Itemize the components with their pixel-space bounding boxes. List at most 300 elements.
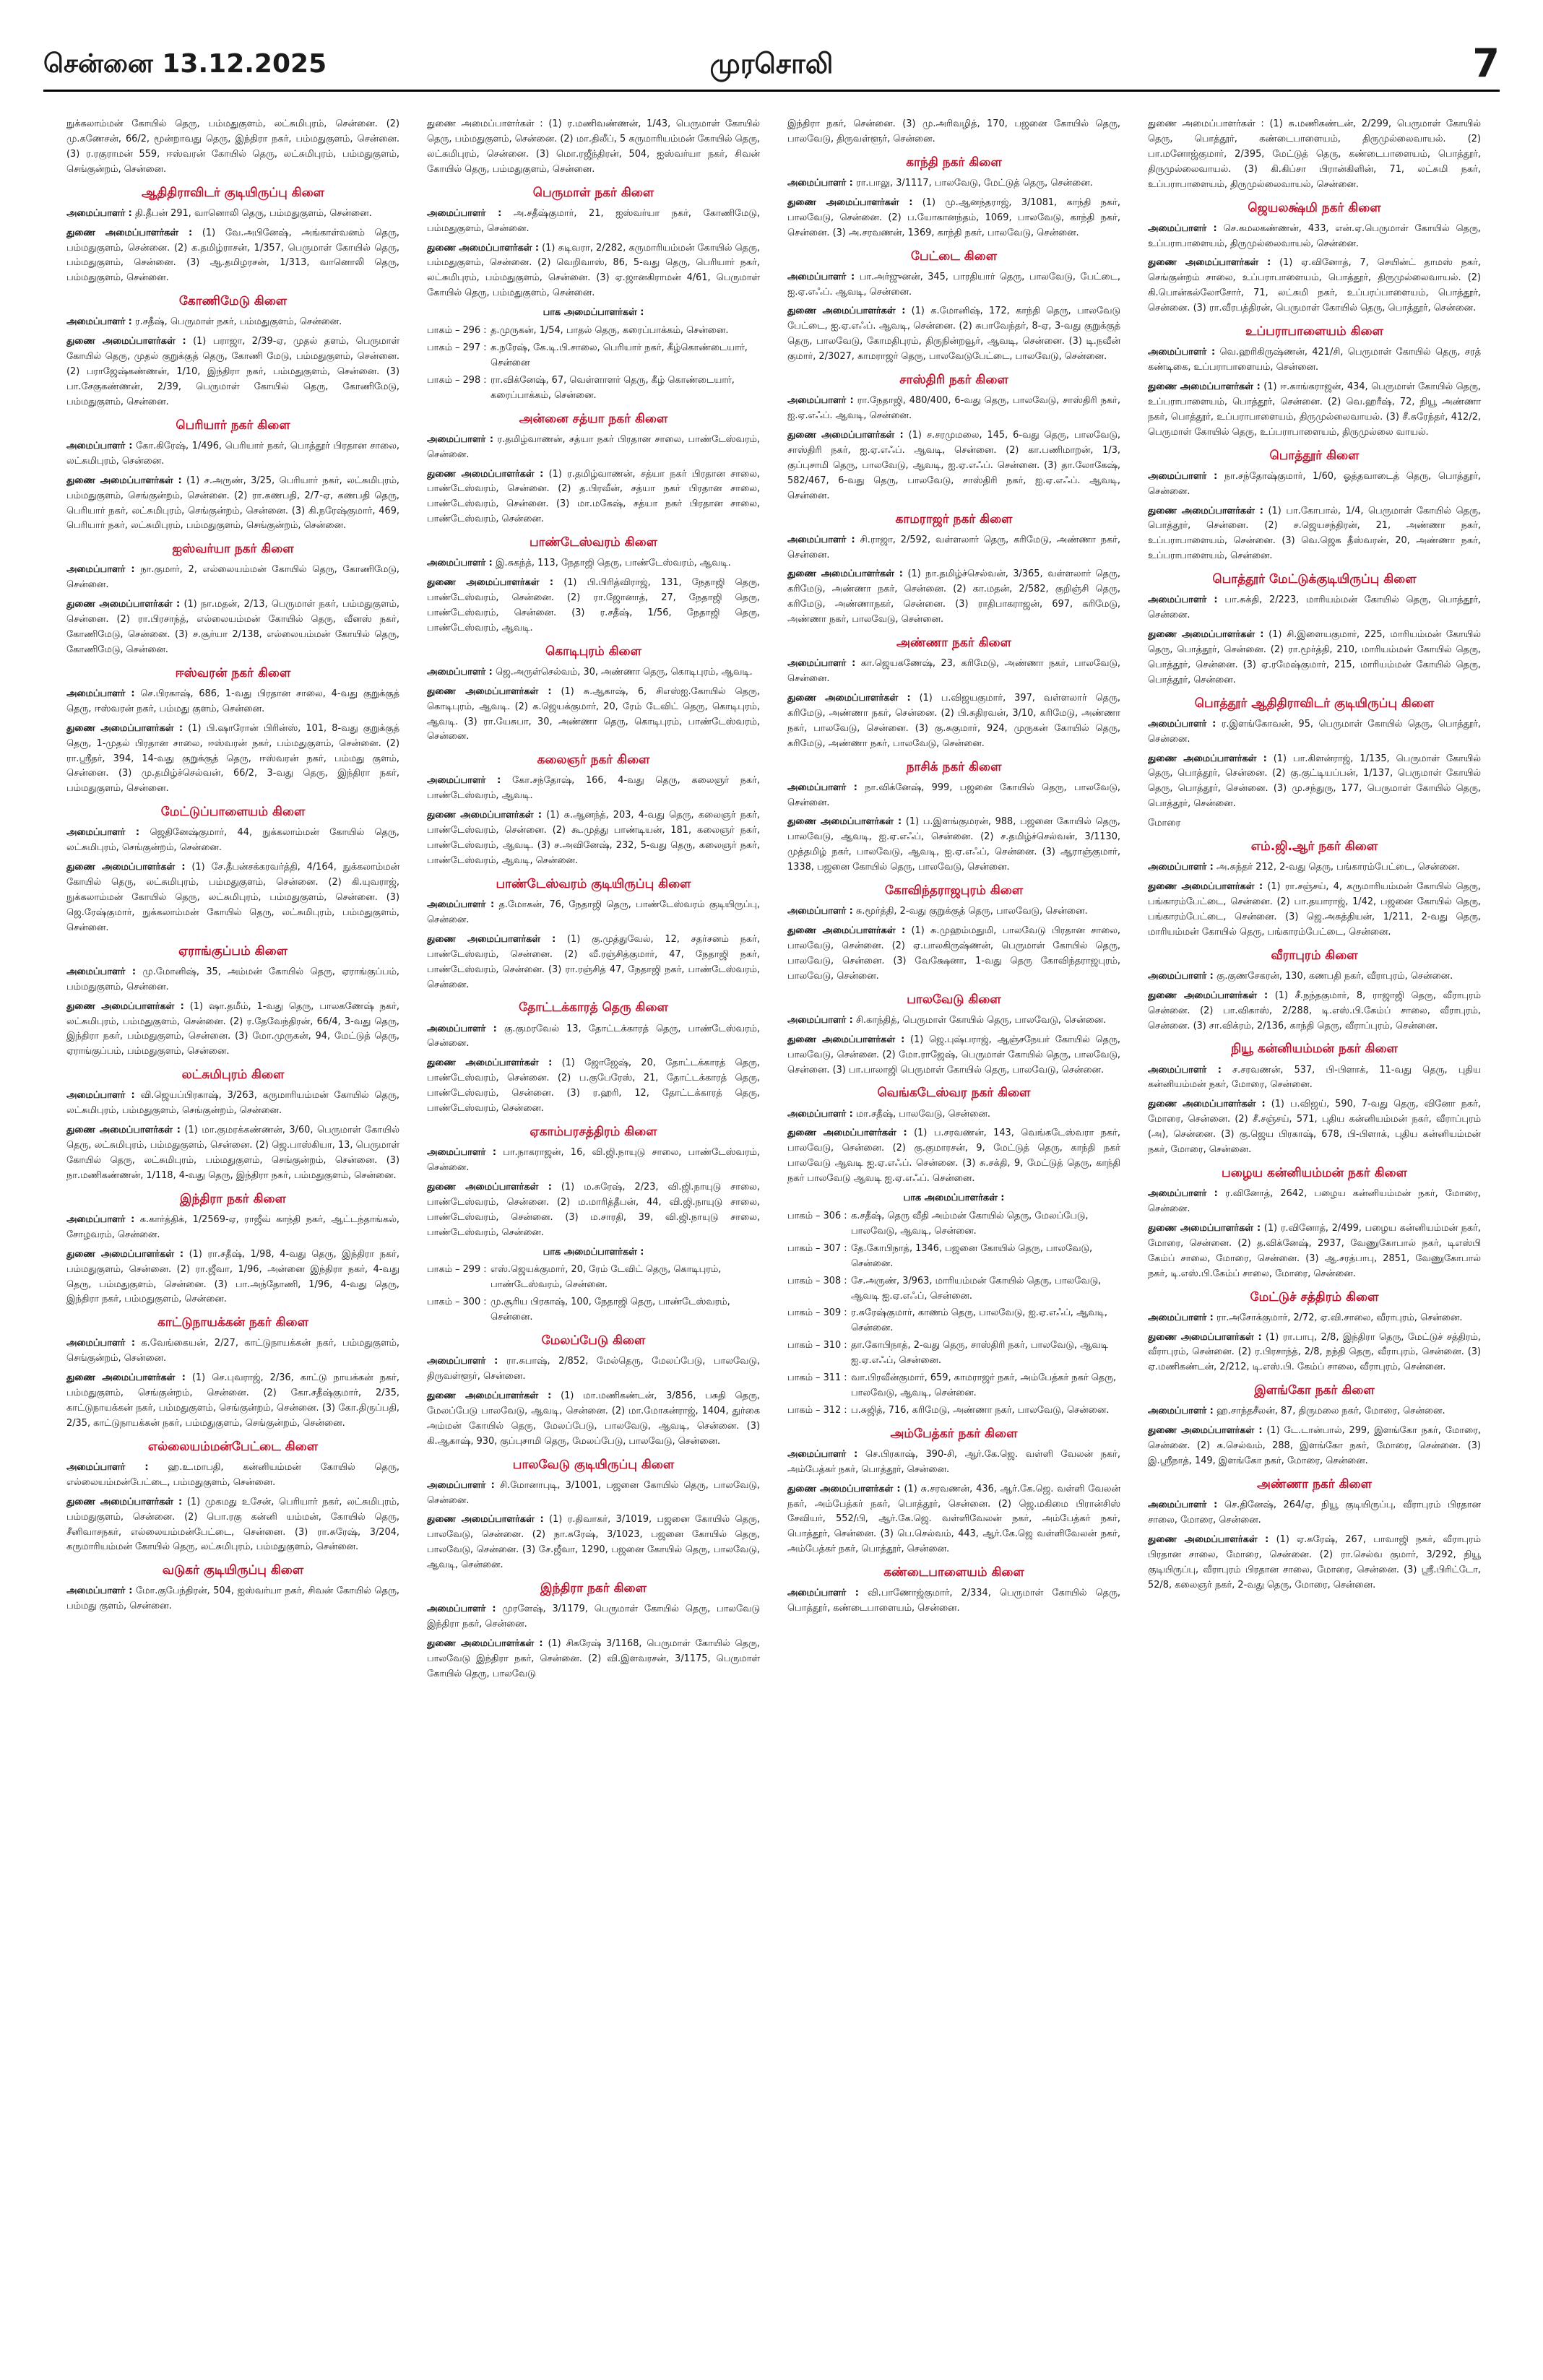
organizer-text: ஜெதினேஷ்குமார், 44, நுக்கலாம்மன் கோயில் தெரு, லட்சுமிபுரம், செங்குன்றம், சென்னை. <box>66 827 399 854</box>
organizer-text: சி.காந்தித், பெருமாள் கோயில் தெரு, பாலவேடு, சென்னை. <box>855 1014 1107 1026</box>
organizer-entry <box>427 433 760 463</box>
branch-section <box>787 511 1120 628</box>
branch-section <box>1148 1165 1481 1282</box>
organizer-label: அமைப்பாளர் : <box>787 177 853 189</box>
organizer-label: அமைப்பாளர் : <box>66 207 132 219</box>
deputy-organizers-label: துணை அமைப்பாளர்கள் : <box>787 1034 905 1045</box>
deputy-organizers-entry <box>787 567 1120 628</box>
branch-title: எம்.ஜி.ஆர் நகர் கிளை <box>1250 839 1378 854</box>
ward-row <box>427 1295 760 1325</box>
deputy-organizers-label: துணை அமைப்பாளர்கள் : <box>66 227 193 238</box>
deputy-organizers-label: துணை அமைப்பாளர்கள் : <box>787 429 904 441</box>
branch-title: லட்சுமிபுரம் கிளை <box>181 1068 285 1083</box>
organizer-entry <box>66 439 399 469</box>
organizer-text: செ.பிரகாஷ், 390-சி, ஆர்.கே.ஜெ. வள்ளி வேலன் நகர், அம்பேத்கர் நகர், பொத்தூர், சென்னை. <box>787 1448 1120 1475</box>
deputy-organizers-text: (1) பி.ஷாரோன் பிரின்ஸ், 101, 8-வது குறுக்குத் தெரு, 1-முதல் பிரதான சாலை, ஈஸ்வரன் நகர், பம்மதுகுளம், சென்னை. (2) ரா.ஸ்ரீதர், 394, 14-வது குறுக்குத் தெரு, ஈஸ்வரன் நகர், பம்மது குளம், சென்னை. (3) மு.தமிழ்ச்செல்வன், 66/2, 3-வது தெரு, இந்திரா நகர், பம்மதுகுளம், சென்னை. <box>66 722 399 795</box>
deputy-organizers-label: துணை அமைப்பாளர்கள் : <box>66 722 183 734</box>
deputy-organizers-entry <box>1148 1424 1481 1469</box>
column-1 <box>66 117 399 2363</box>
ward-organizer: ர.சுரேஷ்குமார், காணம் தெரு, பாலவேடு, ஐ.ஏ.எஃப், ஆவடி, சென்னை. <box>851 1307 1107 1334</box>
deputy-organizers-label: துணை அமைப்பாளர்கள் : <box>427 1390 552 1401</box>
deputy-organizers-entry <box>66 1000 399 1060</box>
organizer-entry <box>787 394 1120 424</box>
organizer-entry <box>787 176 1120 191</box>
deputy-organizers-text: (1) டே.டான்பால், 299, இளங்கோ நகர், மோரை, சென்னை. (2) க.செல்வம், 288, இளங்கோ நகர், மோரை, சென்னை. (3) இ.ஸ்ரீநாத், 149, இளங்கோ நகர், மோரை, சென்னை. <box>1148 1425 1481 1467</box>
branch-title: அம்பேத்கர் நகர் கிளை <box>890 1426 1018 1441</box>
deputy-organizers-label: துணை அமைப்பாளர்கள் : <box>787 196 913 208</box>
deputy-organizers-text: (1) செ.புவராஜ், 2/36, காட்டு நாயக்கன் நகர், பம்மதுகுளம், செங்குன்றம், சென்னை. (2) கோ.சதீஷ்குமார், 2/35, காட்டுநாயக்கன் நகர், பம்மதுகுளம், செங்குன்றம், சென்னை. (3) கோ.திருப்பதி, 2/35, காட்டுநாயக்கன் நகர், பம்மதுகுளம், செங்குன்றம், சென்னை. <box>66 1372 399 1429</box>
deputy-organizers-entry <box>1148 1097 1481 1158</box>
deputy-organizers-entry <box>1148 880 1481 940</box>
organizer-entry <box>66 207 399 222</box>
deputy-organizers-label: துணை அமைப்பாளர்கள் : <box>1148 990 1268 1001</box>
deputy-organizers-entry <box>1148 989 1481 1034</box>
deputy-organizers-label: துணை அமைப்பாளர்கள் : <box>787 816 902 828</box>
deputy-organizers-label: துணை அமைப்பாளர்கள் : <box>1148 1533 1269 1545</box>
ward-number: பாகம் – 308 : <box>787 1275 847 1286</box>
branch-section <box>427 1333 760 1450</box>
organizer-text: ஹ.சாந்தசீலன், 87, திருமலை நகர், மோரை, சென்னை. <box>1216 1406 1445 1417</box>
organizer-label: அமைப்பாளர் : <box>787 906 853 917</box>
organizer-entry <box>1148 717 1481 748</box>
organizer-label: அமைப்பாளர் : <box>1148 1312 1214 1323</box>
organizer-text: கு.குணசேகரன், 130, கணபதி நகர், வீராபுரம், சென்னை. <box>1216 970 1453 982</box>
ward-number: பாகம் – 298 : <box>427 374 487 386</box>
deputy-organizers-text: (1) ஜோஜேஷ், 20, தோட்டக்காரத் தெரு, பாண்டேஸ்வரம், சென்னை. (2) ப.குபேரேஸ், 21, தோட்டக்காரத் தெரு, பாண்டேஸ்வரம், சென்னை. (3) ர.ஹரி, 12, தோட்டக்காரத் தெரு, பாண்டேஸ்வரம், சென்னை. <box>427 1057 760 1115</box>
organizer-text: பா.நாகராஜன், 16, வி.ஜி.நாயுடு சாலை, பாண்டேஸ்வரம், சென்னை. <box>427 1147 760 1173</box>
organizer-text: தி.தீபன் 291, வானொலி தெரு, பம்மதுகுளம், சென்னை. <box>134 207 372 219</box>
branch-title: காந்தி நகர் கிளை <box>906 155 1002 170</box>
organizer-label: அமைப்பாளர் : <box>66 316 132 328</box>
deputy-organizers-label: துணை அமைப்பாளர்கள் : <box>66 862 186 873</box>
organizer-label: அமைப்பாளர் : <box>787 395 854 407</box>
organizer-entry <box>427 665 760 680</box>
deputy-organizers-text: (1) மா.மணிகண்டன், 3/856, பசுதி தெரு, மேலப்பேடு பாலவேடு, ஆவடி, சென்னை. (2) மா.மோகன்ராஜ், 1404, துர்கை அம்மன் கோயில் தெரு, மேலப்பேடு, பாலவேடு, ஆவடி, சென்னை. (3) கி.ஆகாஷ், 930, குப்புசாமி தெரு, மேலப்பேடு, பாலவேடு, சென்னை. <box>427 1390 760 1447</box>
organizer-entry <box>66 826 399 856</box>
branch-title: பொத்தூர் ஆதிதிராவிடர் குடியிருப்பு கிளை <box>1194 696 1435 711</box>
organizer-label: அமைப்பாளர் : <box>66 1338 136 1349</box>
branch-title: பெருமாள் நகர் கிளை <box>532 185 654 200</box>
branch-title: கலைஞர் நகர் கிளை <box>537 753 650 768</box>
organizer-label: அமைப்பாளர் : <box>1148 222 1217 234</box>
branch-section <box>66 1315 399 1432</box>
deputy-organizers-label: துணை அமைப்பாளர்கள் : <box>427 1057 553 1069</box>
deputy-organizers-label: துணை அமைப்பாளர்கள் : <box>66 599 181 610</box>
deputy-organizers-entry <box>66 334 399 410</box>
branch-title: அண்ணா நகர் கிளை <box>1257 1476 1372 1492</box>
masthead <box>43 35 1500 85</box>
organizer-entry <box>1148 469 1481 500</box>
deputy-organizers-label: துணை அமைப்பாளர்கள் : <box>66 1125 181 1136</box>
deputy-organizers-entry <box>66 474 399 535</box>
organizer-entry <box>427 207 760 237</box>
branch-title: பொத்தூர் கிளை <box>1269 448 1360 463</box>
organizer-label: அமைப்பாளர் : <box>66 1585 133 1597</box>
branch-title: இளங்கோ நகர் கிளை <box>1254 1383 1375 1398</box>
deputy-organizers-entry <box>66 1247 399 1308</box>
organizer-text: செ.கமலகண்ணன், 433, என்.ஏ.பெருமாள் கோயில் தெரு, உப்பராபாளையம், திருமுல்லைவாயல், சென்னை. <box>1148 222 1481 249</box>
organizer-text: சு.மூர்த்தி, 2-வது குறுக்குத் தெரு, பாலவேடு, சென்னை. <box>855 906 1088 917</box>
branch-title: கோணிமேடு கிளை <box>178 294 288 309</box>
deputy-organizers-label: துணை அமைப்பாளர்கள் : <box>1148 1425 1263 1437</box>
organizer-entry <box>787 1107 1120 1122</box>
deputy-organizers-text: (1) சு.முஹம்மதுமி, பாலவேடு பிரதான சாலை, பாலவேடு, சென்னை. (2) ஏ.பாலகிருஷ்ணன், பெருமாள் கோயில் தெரு, பாலவேடு, சென்னை. (3) வேக்ஷேனா, 1-வது தெரு கோவிந்தராஜபுரம், பாலவேடு, சென்னை. <box>787 925 1120 982</box>
organizer-entry <box>66 1213 399 1243</box>
deputy-organizers-entry <box>66 597 399 658</box>
branch-title: பெரியார் நகர் கிளை <box>176 417 290 433</box>
column-continuation-text: துணை அமைப்பாளர்கள் : (1) சு.மணிகண்டன், 2/299, பெருமாள் கோயில் தெரு, பொத்தூர், கண்டைபாளையம், திருமுல்லைவாயல். (2) பா.மனோஜ்குமார், 2/395, மேட்டுத் தெரு, கண்டைபாளையம், பொத்தூர், திருமுல்லைவாயல். (3) கி.கிப்சா பிரான்கிளின், 71, லட்சுமி நகர், உப்பராபாளையம், திருமுல்லைவாயல், சென்னை. <box>1148 118 1481 190</box>
deputy-organizers-entry <box>66 1371 399 1432</box>
organizer-text: ச.சரவணன், 537, பி-பிளாக், 11-வது தெரு, புதிய கன்னியம்மன் நகர், மோரை, சென்னை. <box>1148 1064 1481 1091</box>
branch-title: பேட்டை கிளை <box>910 248 998 264</box>
branch-section <box>1148 448 1481 565</box>
organizer-label: அமைப்பாளர் : <box>787 1014 853 1026</box>
branch-title: பாண்டேஸ்வரம் குடியிருப்பு கிளை <box>496 876 691 891</box>
masthead-rule <box>43 90 1500 92</box>
branch-title: சாஸ்திரி நகர் கிளை <box>899 373 1008 388</box>
organizer-entry <box>66 687 399 717</box>
organizer-text: நா.சந்தோஷ்குமார், 1/60, ஓத்தவாடைத் தெரு, பொத்தூர், சென்னை. <box>1148 470 1481 497</box>
organizer-entry <box>1148 1063 1481 1094</box>
branch-title: ஜெயலக்ஷ்மி நகர் கிளை <box>1248 200 1381 215</box>
organizer-entry <box>427 556 760 571</box>
organizer-entry <box>427 1479 760 1509</box>
deputy-organizers-label: துணை அமைப்பாளர்கள் : <box>427 1514 544 1526</box>
organizer-entry <box>787 781 1120 811</box>
deputy-organizers-text: (1) ஷா.தமீம், 1-வது தெரு, பாலகணேஷ் நகர், லட்சுமிபுரம், பம்மதுகுளம், சென்னை. (2) ர.தேவேந்திரன், 66/4, 3-வது தெரு, இந்திரா நகர், பம்மதுகுளம், சென்னை. (3) மோ.முருகன், 94, மேட்டுத் தெரு, ஏராங்குப்பம், பம்மதுகுளம், சென்னை. <box>66 1000 399 1057</box>
branch-title: காமராஜர் நகர் கிளை <box>895 511 1013 527</box>
branch-section <box>787 883 1120 985</box>
branch-section <box>427 185 760 404</box>
branch-title: இந்திரா நகர் கிளை <box>540 1581 647 1596</box>
organizer-text: அ.சுந்தர் 212, 2-வது தெரு, பங்காரம்பேட்டை, சென்னை. <box>1216 862 1461 873</box>
deputy-organizers-entry <box>787 1033 1120 1078</box>
organizer-label: அமைப்பாளர் : <box>427 1604 496 1615</box>
page-number: 7 <box>1472 40 1500 86</box>
organizer-label: அமைப்பாளர் : <box>1148 470 1218 482</box>
deputy-organizers-label: துணை அமைப்பாளர்கள் : <box>1148 753 1267 764</box>
branch-title: நியூ கன்னியம்மன் நகர் கிளை <box>1231 1042 1398 1057</box>
deputy-organizers-entry <box>66 1123 399 1184</box>
deputy-organizers-entry <box>787 196 1120 241</box>
ward-number: பாகம் – 300 : <box>427 1297 487 1308</box>
organizer-entry <box>66 1089 399 1119</box>
deputy-organizers-text: (1) ச.சரமுமலை, 145, 6-வது தெரு, பாலவேடு, சாஸ்திரி நகர், ஐ.ஏ.எஃப். ஆவடி, சென்னை. (2) கா.பணிமாறன், 1/3, குப்புசாமி தெரு, பாலவேடு, ஆவடி, ஐ.ஏ.எஃப். சென்னை. (3) தா.லோகேஷ், 582/467, 6-வது தெரு, பாலவேடு, சாஸ்திரி நகர், ஐ.ஏ.எஃப். ஆவடி, சென்னை. <box>787 429 1120 501</box>
branch-section <box>66 1562 399 1614</box>
column-continuation-text: நுக்கலாம்மன் கோயில் தெரு, பம்மதுகுளம், லட்சுமிபுரம், சென்னை. (2) மு.கணேசன், 66/2, மூன்றாவது தெரு, இந்திரா நகர், பம்மதுகுளம், சென்னை. (3) ர.ரகுராமன் 559, ஈஸ்வரன் கோயில் தெரு, லட்சுமிபுரம், பம்மதுகுளம், செங்குன்றம், சென்னை. <box>66 118 399 175</box>
deputy-organizers-label: துணை அமைப்பாளர்கள் : <box>1148 629 1264 641</box>
column-4 <box>1148 117 1481 2363</box>
deputy-organizers-text: (1) ர.வினோத், 2/499, பழைய கன்னியம்மன் நகர், மோரை, சென்னை. (2) த.விக்னேஷ், 2937, வேணுகோபால் நகர், டிஎஸ்பி கேம்ப் சாலை, மோரை, சென்னை. (3) ஆ.சரத்பாபு, 2851, வேணுகோபால் நகர், டி.எஸ்.பி.கேம்ப் சாலை, மோரை, சென்னை. <box>1148 1222 1481 1279</box>
deputy-organizers-text: (1) ர.திவாகர், 3/1019, பஜனை கோயில் தெரு, பாலவேடு, சென்னை. (2) நா.சுரேஷ், 3/1023, பஜனை கோயில் தெரு, பாலவேடு, சென்னை. (3) சே.ஜீவா, 1290, பஜனை கோயில் தெரு, பாலவேடு, ஆவடி, சென்னை. <box>427 1514 760 1571</box>
organizer-label: அமைப்பாளர் : <box>427 666 493 678</box>
organizer-label: அமைப்பாளர் : <box>787 658 856 670</box>
deputy-organizers-text: (1) ப.விஜயகுமார், 397, வள்ளலார் தெரு, கரிமேடு, அண்ணா நகர், சென்னை. (2) பி.சுதிரவன், 3/10, கரிமேடு, அண்ணா நகர், பாலவேடு, சென்னை. (3) கு.சுகுமார், 924, முருகன் கோயில் தெரு, கரிமேடு, அண்ணா நகர், பாலவேடு, சென்னை. <box>787 692 1120 749</box>
branch-title: பாலவேடு குடியிருப்பு கிளை <box>512 1457 675 1472</box>
deputy-organizers-text: (1) ஜெ.புஷ்பராஜ், ஆஞ்சநேயர் கோயில் தெரு, பாலவேடு, சென்னை. (2) மோ.ராஜேஷ், பெருமாள் கோயில் தெரு, பாலவேடு, சென்னை. (3) பா.பாலாஜி பெருமாள் கோயில் தெரு, பாலவேடு, சென்னை. <box>787 1034 1120 1076</box>
branch-section <box>66 541 399 658</box>
branch-section <box>427 1580 760 1682</box>
organizer-label: அமைப்பாளர் : <box>66 564 135 576</box>
ward-organizers-heading: பாக அமைப்பாளர்கள் : <box>543 1246 644 1258</box>
branch-section <box>1148 200 1481 317</box>
deputy-organizers-entry <box>787 1482 1120 1558</box>
organizer-text: க.கார்த்திக், 1/2569-ஏ, ராஜீவ் காந்தி நகர், ஆட்டந்தாங்கல், சோழவரம், சென்னை. <box>66 1213 399 1240</box>
article-columns <box>66 117 1482 2363</box>
branch-title: கண்டைபாளையம் கிளை <box>883 1565 1024 1580</box>
organizer-label: அமைப்பாளர் : <box>787 782 857 793</box>
branch-title: பாலவேடு கிளை <box>907 992 1001 1007</box>
deputy-organizers-entry <box>1148 752 1481 813</box>
branch-section <box>1148 1476 1481 1593</box>
organizer-entry <box>787 270 1120 300</box>
branch-title: காட்டுநாயக்கன் நகர் கிளை <box>157 1315 308 1330</box>
branch-section <box>66 1191 399 1308</box>
deputy-organizers-label: துணை அமைப்பாளர்கள் : <box>427 810 543 821</box>
organizer-text: ரா.அசோக்குமார், 2/72, ஏ.வி.சாலை, வீராபுரம், சென்னை. <box>1216 1312 1463 1323</box>
branch-section <box>66 1067 399 1184</box>
branch-section <box>1148 1041 1481 1158</box>
deputy-organizers-text: (1) சு.சரவணன், 436, ஆர்.கே.ஜெ. வள்ளி வேலன் நகர், அம்பேத்கர் நகர், பொத்தூர், சென்னை. (2) ஜெ.மகிமை பிரான்சிஸ் சேவியர், 552/பி, ஆர்.கே.ஜெ. வள்ளிவேலன் நகர், அம்பேத்கர் நகர், பொத்தூர், சென்னை. (3) பெ.செல்வம், 443, ஆர்.கே.ஜெ வள்ளிவேலன் நகர், அம்பேத்கர் நகர், பொத்தூர், சென்னை. <box>787 1483 1120 1555</box>
organizer-entry <box>1148 1187 1481 1217</box>
deputy-organizers-text: (1) வே.அபினேஷ், அங்காள்வனம் தெரு, பம்மதுகுளம், சென்னை. (2) க.தமிழ்ராசன், 1/357, பெருமாள் கோயில் தெரு, பம்மதுகுளம், சென்னை. (3) ஆ.தமிழரசன், 1/313, வானொலி தெரு, பம்மதுகுளம், சென்னை. <box>66 227 399 284</box>
deputy-organizers-entry <box>427 685 760 745</box>
organizer-text: ர.இளங்கோவன், 95, பெருமாள் கோயில் தெரு, பொத்தூர், சென்னை. <box>1148 718 1481 745</box>
organizer-entry <box>66 965 399 995</box>
branch-title: கோவிந்தராஜபுரம் கிளை <box>884 883 1024 899</box>
branch-section <box>1148 571 1481 688</box>
ward-row <box>787 1242 1120 1272</box>
organizer-entry <box>66 1336 399 1367</box>
branch-section <box>787 155 1120 241</box>
ward-organizer: க.சதீஷ், தெரு வீதி அம்மன் கோயில் தெரு, மேலப்பேடு, பாலவேடு, ஆவடி, சென்னை. <box>851 1210 1089 1237</box>
deputy-organizers-text: (1) சு.ஆகாஷ், 6, சிஎஸ்ஐ.கோயில் தெரு, கொடிபுரம், ஆவடி. (2) க.ஜெயக்குமார், 20, ரேம் டேவிட் தெரு, கொடிபுரம், ஆவடி. (3) ரா.யேசுபா, 30, அண்ணா தெரு, கொடிபுரம், பாண்டேஸ்வரம், சென்னை. <box>427 685 760 743</box>
organizer-text: கோ.கிரேஷ், 1/496, பெரியார் நகர், பொத்தூர் பிரதான சாலை, லட்சுமிபுரம், சென்னை. <box>66 440 399 467</box>
organizer-entry <box>1148 345 1481 376</box>
deputy-organizers-entry <box>427 241 760 302</box>
deputy-organizers-text: (1) கு.முத்துவேல், 12, சதர்சனம் நகர், பாண்டேஸ்வரம், சென்னை. (2) வீ.ரஞ்சித்குமார், 47, நேதாஜி நகர், பாண்டேஸ்வரம், சென்னை. (3) ரா.ரஞ்சித் 47, நேதாஜி நகர், பாண்டேஸ்வரம், சென்னை. <box>427 933 760 990</box>
column-2 <box>427 117 760 2363</box>
organizer-text: நா.விக்னேஷ், 999, பஜனை கோயில் தெரு, பாலவேடு, சென்னை. <box>787 782 1120 808</box>
deputy-organizers-label: துணை அமைப்பாளர்கள் : <box>427 468 544 480</box>
branch-section <box>66 417 399 535</box>
branch-section <box>427 876 760 993</box>
organizer-label: அமைப்பாளர் : <box>66 440 133 451</box>
organizer-entry <box>427 898 760 928</box>
deputy-organizers-entry <box>787 815 1120 875</box>
deputy-organizers-entry <box>427 1637 760 1682</box>
ward-organizer: தே.கோபிநாத், 1346, பஜனை கோயில் தெரு, பாலவேடு, சென்னை. <box>851 1242 1093 1269</box>
deputy-organizers-text: (1) ப.சரவணன், 143, வெங்கடேஸ்வரா நகர், பாலவேடு, சென்னை. (2) கு.குமாரசன், 9, மேட்டுத் தெரு, காந்தி நகர் பாலவேடு ஆவடி ஐ.ஏ.எஃப். சென்னை. (3) சு.சக்தி, 9, மேட்டுத் தெரு, காந்தி நகர் பாலவேடு ஆவடி ஐ.ஏ.எஃப். சென்னை. <box>787 1128 1120 1185</box>
branch-title: ஏராங்குப்பம் கிளை <box>178 943 288 959</box>
branch-title: ஏகாம்பரசத்திரம் கிளை <box>530 1124 657 1139</box>
organizer-text: சி.மோனாபுடி, 3/1001, பஜனை கோயில் தெரு, பாலவேடு, சென்னை. <box>427 1479 760 1506</box>
branch-title: எல்லையம்மன்பேட்டை கிளை <box>147 1439 319 1454</box>
organizer-entry <box>787 1448 1120 1478</box>
deputy-organizers-label: துணை அமைப்பாளர்கள் : <box>66 1496 183 1507</box>
organizer-label: அமைப்பாளர் : <box>66 827 140 839</box>
deputy-organizers-text: (1) சு.ஆனந்த், 203, 4-வது தெரு, கலைஞர் நகர், பாண்டேஸ்வரம், சென்னை. (2) கூ.முத்து பாண்டியன், 181, கலைஞர் நகர், பாண்டேஸ்வரம், ஆவடி. (3) ச.அவினேஷ், 232, 5-வது தெரு, கலைஞர் நகர், பாண்டேஸ்வரம், ஆவடி, சென்னை. <box>427 810 760 866</box>
deputy-organizers-entry <box>427 1513 760 1573</box>
organizer-label: அமைப்பாளர் : <box>427 775 501 787</box>
deputy-organizers-entry <box>1148 1533 1481 1593</box>
organizer-entry <box>787 657 1120 687</box>
deputy-organizers-text: (1) சி.இளையகுமார், 225, மாரியம்மன் கோயில் தெரு, பொத்தூர், சென்னை. (2) ரா.மூர்த்தி, 210, மாரியம்மன் கோயில் தெரு, பொத்தூர், சென்னை. (3) ஏ.ரமேஷ்குமார், 215, மாரியம்மன் கோயில் தெரு, பொத்தூர், சென்னை. <box>1148 629 1481 685</box>
organizer-entry <box>1148 1311 1481 1326</box>
organizer-label: அமைப்பாளர் : <box>66 688 135 699</box>
organizer-label: அமைப்பாளர் : <box>427 207 502 219</box>
deputy-organizers-label: துணை அமைப்பாளர்கள் : <box>66 1000 184 1012</box>
organizer-entry <box>1148 1404 1481 1419</box>
branch-section <box>787 1565 1120 1617</box>
deputy-organizers-entry <box>787 691 1120 752</box>
organizer-label: அமைப்பாளர் : <box>1148 1500 1218 1511</box>
organizer-entry <box>1148 969 1481 985</box>
organizer-entry <box>787 1586 1120 1617</box>
organizer-entry <box>1148 593 1481 623</box>
ward-number: பாகம் – 306 : <box>787 1210 847 1221</box>
deputy-organizers-text: (1) பா.கிளன்ராஜ், 1/135, பெருமாள் கோயில் தெரு, பொத்தூர், சென்னை. (2) கு.குட்டியப்பன், 1/137, பெருமாள் கோயில் தெரு, பொத்தூர், சென்னை. (3) மு.சந்துரு, 177, பெருமாள் கோயில் தெரு, பொத்தூர், சென்னை. <box>1148 753 1481 810</box>
deputy-organizers-entry <box>66 860 399 936</box>
organizer-entry <box>427 1022 760 1052</box>
branch-title: பாண்டேஸ்வரம் கிளை <box>529 535 658 550</box>
organizer-label: அமைப்பாளர் : <box>427 558 493 569</box>
branch-section <box>1148 696 1481 831</box>
deputy-organizers-text: (1) ஏ.சுரேஷ், 267, பாவாஜி நகர், வீராபுரம் பிரதான சாலை, மோரை, சென்னை. (2) ரா.செல்வ குமார், 3/292, நியூ குடியிருப்பு, வீராபுரம் பிரதான சாலை, மோரை, சென்னை. (3) ஸ்ரீ.பிரிட்டோ, 52/8, கலைஞர் நகர், 2-வது தெரு, மோரை, சென்னை. <box>1148 1533 1481 1591</box>
deputy-organizers-entry <box>427 1056 760 1117</box>
branch-section <box>66 293 399 410</box>
branch-title: மேலப்பேடு கிளை <box>541 1333 646 1349</box>
organizer-label: அமைப்பாளர் : <box>66 1461 149 1473</box>
organizer-label: அமைப்பாளர் : <box>66 966 137 977</box>
branch-section <box>66 943 399 1060</box>
organizer-label: அமைப்பாளர் : <box>427 433 494 445</box>
deputy-organizers-text: (1) ரா.சஞ்சய், 4, கருமாரியம்மன் கோயில் தெரு, பங்காரம்பேட்டை, சென்னை. (2) பா.தயாராஜ், 1/42, பஜனை கோயில் தெரு, பங்காரம்பேட்டை, சென்னை. (3) ஜெ.அசுத்தியன், 1/211, 2-வது தெரு, மாரியம்மன் கோயில் தெரு, பங்காரம்பேட்டை, சென்னை. <box>1148 881 1481 938</box>
deputy-organizers-label: துணை அமைப்பாளர்கள் : <box>427 577 554 589</box>
deputy-organizers-entry <box>1148 504 1481 565</box>
organizer-text: பா.சுக்தி, 2/223, மாரியம்மன் கோயில் தெரு, பொத்தூர், சென்னை. <box>1148 594 1481 621</box>
organizer-label: அமைப்பாளர் : <box>787 1588 859 1599</box>
ward-organizer: மு.சூரிய பிரகாஷ், 100, நேதாஜி தெரு, பாண்டேஸ்வரம், சென்னை. <box>490 1297 730 1323</box>
organizer-text: ர.வினோத், 2642, பழைய கன்னியம்மன் நகர், மோரை, சென்னை. <box>1148 1188 1481 1214</box>
deputy-organizers-text: (1) ரா.சதீஷ், 1/98, 4-வது தெரு, இந்திரா நகர், பம்மதுகுளம், சென்னை. (2) ரா.ஜீவா, 1/96, அன்னை இந்திரா நகர், 4-வது தெரு, பம்மதுகுளம், சென்னை. (3) பா.அந்தோணி, 1/96, 4-வது தெரு, இந்திரா நகர், பம்மதுகுளம், சென்னை. <box>66 1248 399 1305</box>
branch-section <box>66 1439 399 1556</box>
organizer-entry <box>1148 222 1481 252</box>
organizer-entry <box>1148 860 1481 875</box>
deputy-organizers-label: துணை அமைப்பாளர்கள் : <box>1148 257 1271 269</box>
branch-section <box>1148 324 1481 441</box>
organizer-label: அமைப்பாளர் : <box>1148 862 1214 873</box>
branch-section <box>787 759 1120 876</box>
branch-section <box>427 644 760 745</box>
organizer-label: அமைப்பாளர் : <box>66 1090 135 1102</box>
organizer-text: கோ.சந்தோஷ், 166, 4-வது தெரு, கலைஞர் நகர், பாண்டேஸ்வரம், ஆவடி. <box>427 775 760 802</box>
branch-title: அண்ணா நகர் கிளை <box>896 636 1011 651</box>
deputy-organizers-text: (1) சே.தீபன்சக்கரவர்த்தி, 4/164, நுக்கலாம்மன் கோயில் தெரு, லட்சுமிபுரம், பம்மதுகுளம், சென்னை. (2) கி.யுவராஜ், நுக்கலாம்மன் கோயில் தெரு, லட்சுமிபுரம், பம்மதுகுளம், சென்னை. (3) ஜெ.ரேஷ்குமார், நுக்கலாம்மன் கோயில் தெரு, லட்சுமிபுரம், பம்மதுகுளம், சென்னை. <box>66 862 399 933</box>
branch-title: ஆதிதிராவிடர் குடியிருப்பு கிளை <box>141 185 324 200</box>
branch-section <box>787 635 1120 752</box>
ward-row <box>787 1403 1120 1419</box>
organizer-label: அமைப்பாளர் : <box>787 271 855 282</box>
organizer-entry <box>787 533 1120 563</box>
deputy-organizers-entry <box>427 1389 760 1450</box>
ward-row <box>427 373 760 404</box>
deputy-organizers-label: துணை அமைப்பாளர்கள் : <box>66 1372 186 1384</box>
branch-title: அன்னை சத்யா நகர் கிளை <box>519 411 668 426</box>
organizer-text: வி.பாணோஜ்குமார், 2/334, பெருமாள் கோயில் தெரு, பொத்தூர், கண்டைபாளையம், சென்னை. <box>787 1588 1120 1614</box>
organizer-entry <box>427 774 760 804</box>
organizer-text: ர.சதீஷ், பெருமாள் நகர், பம்மதுகுளம், சென்னை. <box>134 316 342 328</box>
organizer-text: மா.சதீஷ், பாலவேடு, சென்னை. <box>855 1108 990 1120</box>
deputy-organizers-text: (1) ஏ.வினோத், 7, செயின்ட் தாமஸ் நகர், செங்குன்றம் சாலை, உப்பராபாளையம், பொத்தூர், திருமுல்லைவாயல். (2) கி.பொன்கல்லோசோர், 71, லட்சுமி நகர், உப்பரப்பாளையம், பொத்தூர், சென்னை. (3) ரா.வீரபத்திரன், பெருமாள் கோயில் தெரு, பொத்தூர், சென்னை. <box>1148 257 1481 314</box>
organizer-text: ரா.பாலு, 3/1117, பாலவேடு, மேட்டுத் தெரு, சென்னை. <box>855 177 1093 189</box>
branch-section <box>427 1124 760 1325</box>
branch-title: கொடிபுரம் கிளை <box>545 644 641 659</box>
branch-section <box>66 665 399 797</box>
deputy-organizers-text: (1) ர.தமிழ்வாணன், சத்யா நகர் பிரதான சாலை, பாண்டேஸ்வரம், சென்னை. (2) த.பிரவீன், சத்யா நகர் பிரதான சாலை, பாண்டேஸ்வரம், சென்னை. (3) மா.மகேஷ், சத்யா நகர் பிரதான சாலை, பாண்டேஸ்வரம், சென்னை. <box>427 468 760 525</box>
ward-row <box>787 1274 1120 1304</box>
newspaper-title: முரசொலி <box>709 48 834 79</box>
deputy-organizers-text: (1) ரா.பாபு, 2/8, இந்திரா தெரு, மேட்டுச் சத்திரம், வீராபுரம், சென்னை. (2) ர.பிரசாந்த், 2/8, நந்தி தெரு, வீராபுரம், சென்னை. (3) ஏ.மணிகண்டன், 2/212, டி.எஸ்.பி. கேம்ப் சாலை, வீராபுரம், சென்னை. <box>1148 1331 1481 1373</box>
deputy-organizers-entry <box>427 808 760 869</box>
ward-row <box>427 341 760 371</box>
deputy-organizers-entry <box>1148 380 1481 441</box>
organizer-label: அமைப்பாளர் : <box>427 1356 498 1367</box>
deputy-organizers-text: (1) ஈ.காங்கராஜன், 434, பெருமாள் கோயில் தெரு, உப்பராபாளையம், பொத்தூர், சென்னை. (2) வெ.ஹரீஷ், 72, நியூ அண்ணா நகர், பொத்தூர், உப்பராபாளையம், திருமுல்லைவாயல். (3) சீ.சுரேந்தர், 412/2, பெருமாள் கோயில் தெரு, உப்பராபாளையம், திருமுல்லை வாயல். <box>1148 381 1481 438</box>
branch-section <box>1148 948 1481 1034</box>
deputy-organizers-text: (1) சுடிவரா, 2/282, கருமாரியம்மன் கோயில் தெரு, பம்மதுகுளம், சென்னை. (2) வெறிவாஸ், 86, 5-வது தெரு, பெரியார் நகர், லட்சுமிபுரம், பம்மதுகுளம், சென்னை. (3) ஏ.ஜானகிராமன் 4/61, பெருமாள் கோயில் தெரு, பம்மதுகுளம், சென்னை. <box>427 242 760 299</box>
ward-number: பாகம் – 312 : <box>787 1404 847 1416</box>
deputy-organizers-label: துணை அமைப்பாளர்கள் : <box>1148 1331 1262 1343</box>
deputy-organizers-entry <box>427 932 760 993</box>
deputy-organizers-text: (1) சிகரேஷ் 3/1168, பெருமாள் கோயில் தெரு, பாலவேடு இந்திரா நகர், சென்னை. (2) வி.இளவரசன், 3/1175, பெருமாள் கோயில் தெரு, பாலவேடு <box>427 1638 760 1679</box>
organizer-entry <box>66 1461 399 1491</box>
organizer-text: ர.தமிழ்வாணன், சத்யா நகர் பிரதான சாலை, பாண்டேஸ்வரம், சென்னை. <box>427 433 760 460</box>
branch-section <box>787 372 1120 503</box>
deputy-organizers-text: (1) பா.கோபால், 1/4, பெருமாள் கோயில் தெரு, பொத்தூர், சென்னை. (2) ச.ஜெயசந்திரன், 21, அண்ணா நகர், உப்பராபாளையம், சென்னை. (3) வெ.ஜெக தீஸ்வரன், 20, அண்ணா நகர், உப்பராபாளையம், சென்னை. <box>1148 505 1481 562</box>
deputy-organizers-entry <box>787 428 1120 504</box>
branch-title: உப்பராபாளையம் கிளை <box>1245 324 1383 339</box>
branch-title: வெங்கடேஸ்வர நகர் கிளை <box>877 1086 1031 1101</box>
deputy-organizers-entry <box>427 467 760 528</box>
branch-section <box>787 248 1120 365</box>
organizer-text: மோ.குபேந்திரன், 504, ஐஸ்வர்யா நகர், சிவன் கோயில் தெரு, பம்மது குளம், சென்னை. <box>66 1585 399 1612</box>
branch-title: பொத்தூர் மேட்டுக்குடியிருப்பு கிளை <box>1212 572 1417 587</box>
deputy-organizers-entry <box>1148 628 1481 688</box>
deputy-organizers-entry <box>66 226 399 287</box>
deputy-organizers-label: துணை அமைப்பாளர்கள் : <box>66 336 186 347</box>
organizer-label: அமைப்பாளர் : <box>787 1108 853 1120</box>
column-continuation-text: இந்திரா நகர், சென்னை. (3) மு.அரிவழித், 170, பஜனை கோயில் தெரு, பாலவேடு, திருவள்ளூர், சென்னை. <box>787 118 1120 144</box>
deputy-organizers-label: துணை அமைப்பாளர்கள் : <box>427 685 552 697</box>
organizer-text: மு.மோனிஷ், 35, அம்மன் கோயில் தெரு, ஏராங்குப்பம், பம்மதுகுளம், சென்னை. <box>66 966 399 992</box>
branch-section <box>787 1085 1120 1418</box>
branch-title: பழைய கன்னியம்மன் நகர் கிளை <box>1222 1165 1407 1180</box>
branch-title: வீராபுரம் கிளை <box>1271 948 1358 963</box>
organizer-text: செ.தினேஷ், 264/ஏ, நியூ குடியிருப்பு, வீராபுரம் பிரதான சாலை, மோரை, சென்னை. <box>1148 1500 1481 1526</box>
deputy-organizers-text: (1) பராஜா, 2/39-ஏ, முதல் தளம், பெருமாள் கோயில் தெரு, முதல் குறுக்குத் தெரு, கோணி மேடு, பம்மதுகுளம், சென்னை. (2) பராஜேஷ்கண்ணன், 1/10, இந்திரா நகர், பம்மதுகுளம், சென்னை. (3) பா.சேகுகண்ணன், 2/39, பெருமாள் கோயில் தெரு, கோணிமேடு, பம்மதுகுளம், சென்னை. <box>66 336 399 407</box>
deputy-organizers-text: (1) சீ.நந்தகுமார், 8, ராஜாஜி தெரு, வீராபுரம் சென்னை. (2) பா.விகாஸ், 2/288, டி.எஸ்.பி.கேம்ப் சாலை, வீராபுரம், சென்னை. (3) சா.விக்ரம், 2/136, காந்தி தெரு, வீராப்புரம், சென்னை. <box>1148 990 1481 1031</box>
ward-number: பாகம் – 296 : <box>427 325 487 337</box>
deputy-organizers-label: துணை அமைப்பாளர்கள் : <box>787 1128 907 1139</box>
deputy-organizers-text: (1) ப.விஜய், 590, 7-வது தெரு, வினோ நகர், மோரை, சென்னை. (2) சீ.சஞ்சய், 571, புதிய கன்னியம்மன் நகர், வீராப்புரம் (அ), சென்னை. (3) கு.ஜெய பிரகாஷ், 678, பி-பிளாக், புதிய கன்னியம்மன் நகர், மோரை, சென்னை. <box>1148 1099 1481 1156</box>
branch-title: ஐஸ்வர்யா நகர் கிளை <box>172 542 294 557</box>
deputy-organizers-label: துணை அமைப்பாளர்கள் : <box>66 1248 183 1260</box>
ward-organizer: எஸ்.ஜெயக்குமார், 20, ரேம் டேவிட் தெரு, கொடிபுரம், பாண்டேஸ்வரம், சென்னை. <box>490 1264 722 1291</box>
branch-section <box>787 992 1120 1078</box>
deputy-organizers-label: துணை அமைப்பாளர்கள் : <box>787 1483 901 1494</box>
organizer-text: கு.குமரவேல் 13, தோட்டக்காரத் தெரு, பாண்டேஸ்வரம், சென்னை. <box>427 1023 760 1050</box>
